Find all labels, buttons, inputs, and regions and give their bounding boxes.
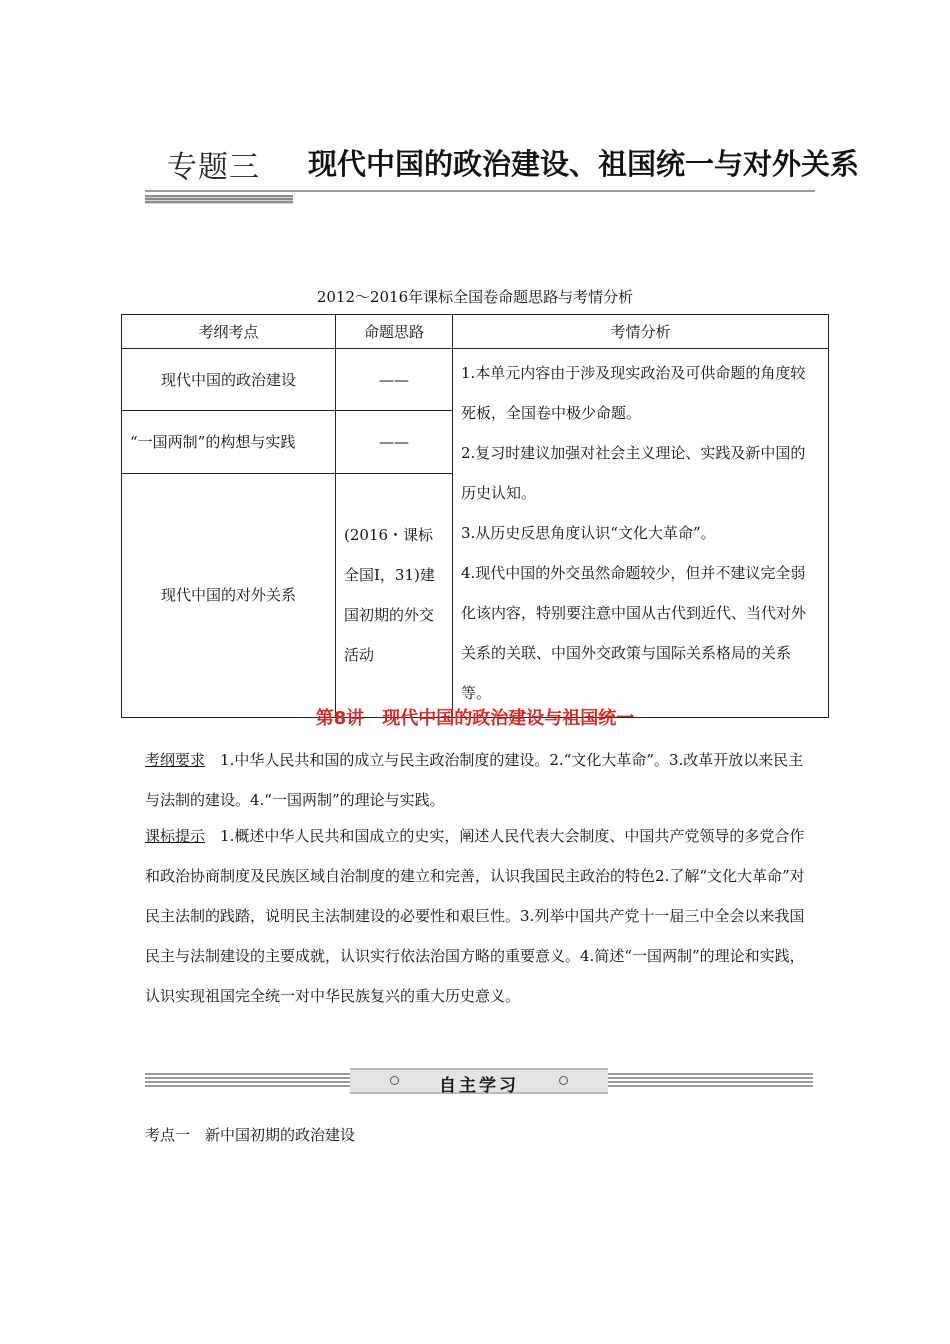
header-cell-point: 考纲考点: [122, 315, 336, 349]
cell-point: “一国两制”的构想与实践: [122, 411, 336, 473]
circle-icon: [559, 1076, 568, 1085]
standards-paragraph: [145, 816, 809, 1016]
header-cell-analysis: 考情分析: [453, 315, 829, 349]
standards-text: 1.概述中华人民共和国成立的史实，阐述人民代表大会制度、中国共产党领导的多党合作和政治协商制度及民族区域自治制度的建立和完善，认识我国民主政治的特色2.了解“文化大革命”对民主法制的践踏，说明民主法制建设的必要性和艰巨性。3.列举中国共产党十一届三中全会以来我国民主与法制建设的主要成就，认识实行依法治国方略的重要意义。4.简述“一国两制”的理论和实践，认识实现祖国完全统一对中华民族复兴的重大历史意义。: [145, 827, 805, 1005]
cell-point: 现代中国的对外关系: [122, 473, 336, 718]
chapter-label: 专题三: [167, 150, 260, 185]
table-caption: 2012～2016年课标全国卷命题思路与考情分析: [316, 288, 634, 306]
standards-label: 课标提示: [145, 827, 206, 845]
banner-stripes-right: [598, 1073, 813, 1088]
chapter-title: 现代中国的政治建设、祖国统一与对外关系: [308, 147, 860, 181]
banner-text: 自主学习: [439, 1076, 519, 1096]
table-row: [122, 349, 829, 411]
section-title: 考点一 新中国初期的政治建设: [145, 1126, 356, 1144]
cell-analysis: [453, 349, 829, 718]
analysis-item: 1.本单元内容由于涉及现实政治及可供命题的角度较死板，全国卷中极少命题。: [461, 364, 806, 422]
lecture-title: 第8讲 现代中国的政治建设与祖国统一: [315, 708, 635, 729]
analysis-item: 2.复习时建议加强对社会主义理论、实践及新中国的历史认知。: [461, 444, 806, 502]
requirements-text: 1.中华人民共和国的成立与民主政治制度的建设。2.“文化大革命”。3.改革开放以来民主与法制的建设。4.“一国两制”的理论与实践。: [145, 751, 804, 809]
banner-stripes-left: [145, 1073, 360, 1088]
chapter-header: [145, 140, 860, 210]
requirements-label: 考纲要求: [145, 751, 206, 769]
table-header-row: [122, 315, 829, 349]
cell-point: 现代中国的政治建设: [122, 349, 336, 411]
cell-idea: (2016・课标全国Ⅰ，31)建国初期的外交活动: [336, 473, 453, 718]
header-cell-idea: 命题思路: [336, 315, 453, 349]
cell-idea: ——: [336, 411, 453, 473]
cell-idea: ——: [336, 349, 453, 411]
self-study-banner: [145, 1068, 813, 1094]
exam-analysis-table: [121, 314, 829, 718]
header-accent-bar: [145, 195, 293, 204]
requirements-paragraph: [145, 740, 809, 820]
analysis-item: 4.现代中国的外交虽然命题较少，但并不建议完全弱化该内容，特别要注意中国从古代到近代、当代对外关系的关联、中国外交政策与国际关系格局的关系等。: [461, 564, 807, 702]
analysis-item: 3.从历史反思角度认识“文化大革命”。: [461, 524, 716, 542]
banner-center: [350, 1068, 608, 1094]
header-rule: [145, 190, 815, 192]
